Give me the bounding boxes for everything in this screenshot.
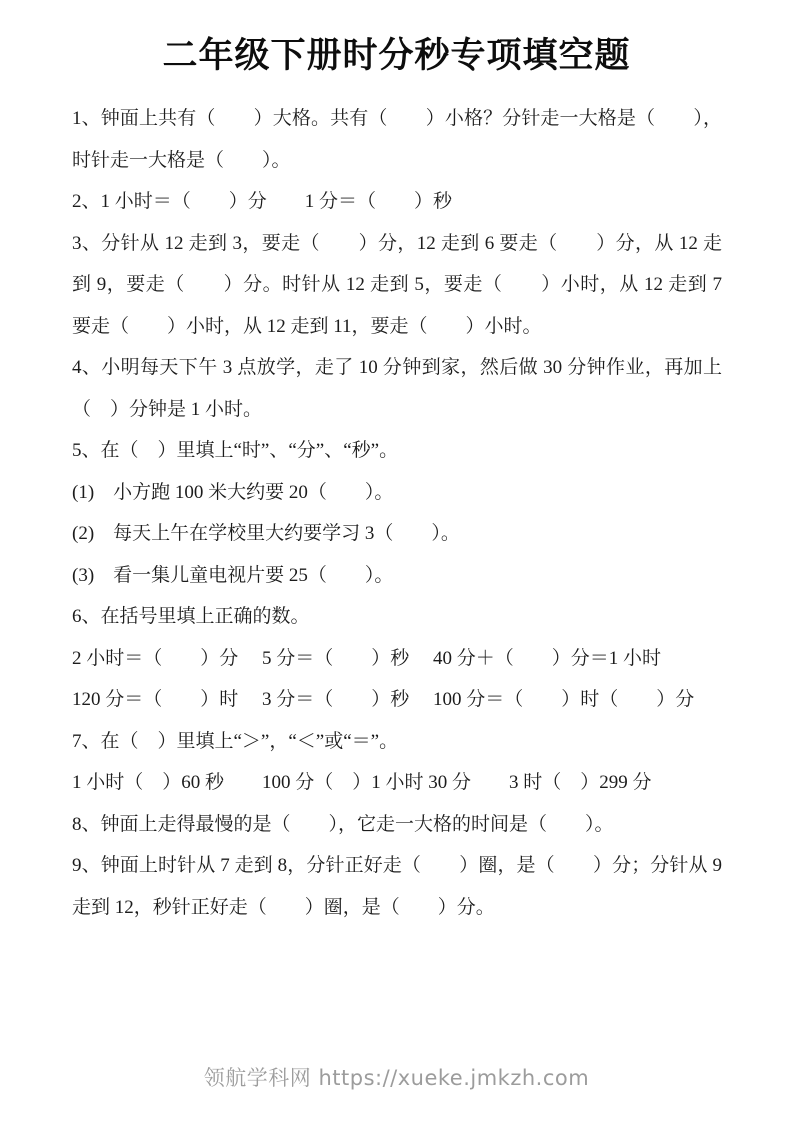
question-5-item-3: (3) 看一集儿童电视片要 25（ ）。 (72, 564, 394, 586)
question-2: 2、1 小时＝（ ）分 1 分＝（ ）秒 (72, 191, 453, 212)
page-title: 二年级下册时分秒专项填空题 (162, 36, 631, 76)
question-9: 9、钟面上时针从 7 走到 8，分针正好走（ ）圈，是（ ）分；分针从 9 走到 12，秒针正好走（ ）圈，是（ ）分。 (72, 855, 722, 918)
question-5-item-1: (1) 小方跑 100 米大约要 20（ ）。 (72, 481, 394, 503)
question-8: 8、钟面上走得最慢的是（ ），它走一大格的时间是（ ）。 (72, 813, 614, 835)
footer-watermark (0, 1062, 793, 1092)
question-4: 4、小明每天下午 3 点放学，走了 10 分钟到家，然后做 30 分钟作业，再加上（ ）分钟是 1 小时。 (72, 357, 722, 420)
footer-site-text: 领航学科网 https://xueke.jmkzh.com (203, 1066, 590, 1090)
question-5: 5、在（ ）里填上“时”、“分”、“秒”。 (72, 440, 399, 461)
question-5-item-2: (2) 每天上午在学校里大约要学习 3（ ）。 (72, 523, 460, 544)
question-7-line-1: 1 小时（ ）60 秒 100 分（ ）1 小时 30 分 3 时（ ）299 分 (72, 772, 652, 793)
question-list (0, 98, 793, 928)
question-3: 3、分针从 12 走到 3，要走（ ）分，12 走到 6 要走（ ）分，从 12 走到 9，要走（ ）分。时针从 12 走到 5，要走（ ）小时，从 12 走到 7 要走（ ）小时，从 12 走到 11，要走（ ）小时。 (72, 232, 722, 337)
question-6: 6、在括号里填上正确的数。 (72, 606, 310, 627)
question-1: 1、钟面上共有（ ）大格。共有（ ）小格？分针走一大格是（ ），时针走一大格是（ ）。 (72, 108, 722, 171)
question-6-line-1: 2 小时＝（ ）分 5 分＝（ ）秒 40 分＋（ ）分＝1 小时 (72, 647, 662, 669)
question-7: 7、在（ ）里填上“＞”，“＜”或“＝”。 (72, 730, 399, 752)
question-6-line-2: 120 分＝（ ）时 3 分＝（ ）秒 100 分＝（ ）时（ ）分 (72, 689, 695, 710)
